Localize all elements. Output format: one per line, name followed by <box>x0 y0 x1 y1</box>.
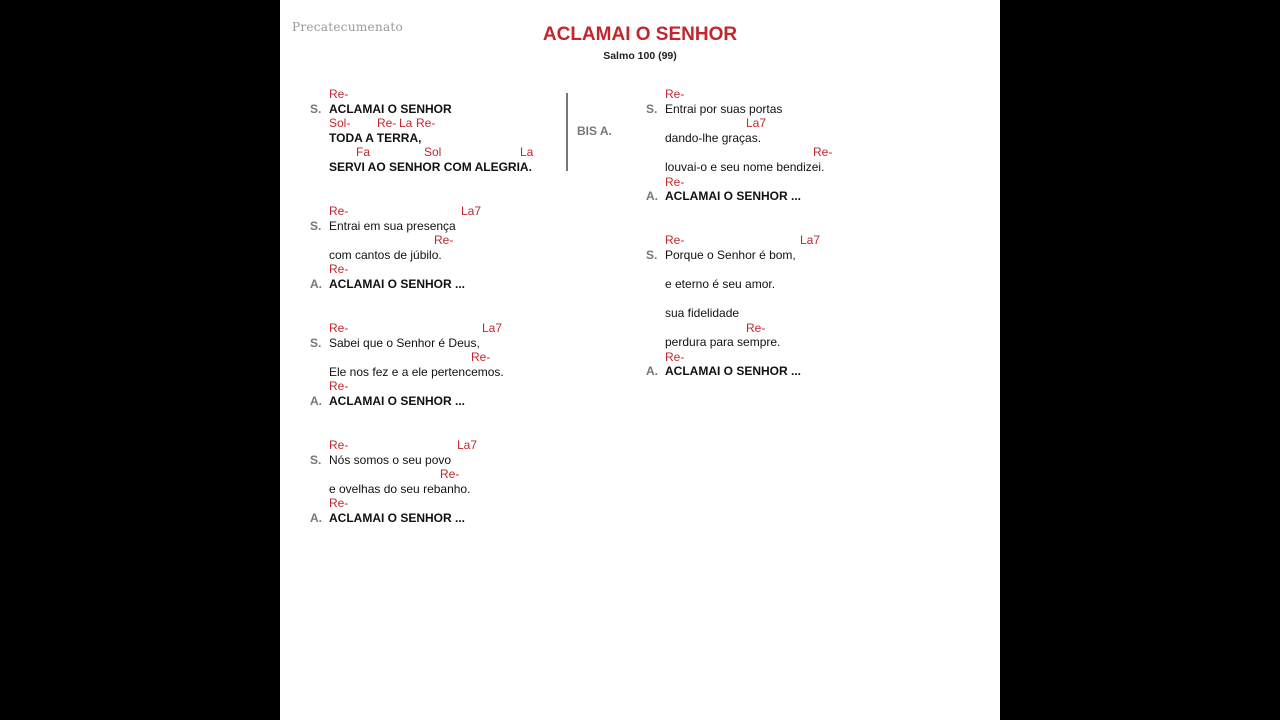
chord: Re- <box>377 116 397 131</box>
chord: Re- <box>665 233 685 247</box>
lyric-line: ACLAMAI O SENHOR ... <box>665 189 802 204</box>
lyric-line: Porque o Senhor é bom, <box>665 247 796 262</box>
chord: Sol <box>424 145 442 160</box>
lyric-line: ACLAMAI O SENHOR ... <box>665 364 802 379</box>
verse-block <box>646 233 946 379</box>
lyric-line: e eterno é seu amor. <box>665 276 776 291</box>
chord: Re- <box>329 496 349 511</box>
chord: Re- <box>665 87 685 101</box>
chord: La7 <box>461 204 482 218</box>
lyric-line: e ovelhas do seu rebanho. <box>329 481 471 496</box>
song-sheet-page <box>280 0 1000 720</box>
role-marker: A. <box>646 189 658 204</box>
role-marker: S. <box>310 452 322 467</box>
chord: Re- <box>665 174 685 189</box>
chord: La7 <box>482 321 503 335</box>
chord: Re- <box>665 349 685 364</box>
verse-block <box>310 438 580 526</box>
lyric-line: ACLAMAI O SENHOR ... <box>329 276 466 291</box>
role-marker: A. <box>310 276 322 291</box>
refrain-block <box>310 87 580 175</box>
watermark-text: Precatecumenato <box>292 20 404 34</box>
role-marker: S. <box>310 218 322 233</box>
lyric-line: ACLAMAI O SENHOR <box>329 101 452 116</box>
chord: Re- <box>440 467 460 482</box>
bis-label: BIS A. <box>577 124 612 138</box>
chord: La7 <box>457 438 478 452</box>
lyric-line: Entrai em sua presença <box>329 218 456 233</box>
song-subtitle: Salmo 100 (99) <box>603 50 677 62</box>
lyric-line: ACLAMAI O SENHOR ... <box>329 393 466 408</box>
chord: Re- <box>329 87 349 101</box>
chord: Re- <box>813 145 833 160</box>
role-marker: A. <box>646 364 658 379</box>
verse-block <box>310 204 580 292</box>
role-marker: S. <box>646 247 658 262</box>
lyric-line: SERVI AO SENHOR COM ALEGRIA. <box>329 159 532 174</box>
chord: La <box>399 116 413 131</box>
role-marker: S. <box>646 101 658 116</box>
verse-block <box>646 87 946 204</box>
lyric-line: perdura para sempre. <box>665 335 781 350</box>
chord: Sol- <box>329 116 351 131</box>
chord: Re- <box>416 116 436 131</box>
chord: Re- <box>471 350 491 365</box>
lyric-line: sua fidelidade <box>665 305 740 320</box>
lyric-line: Sabei que o Senhor é Deus, <box>329 335 480 350</box>
chord: Re- <box>329 204 349 218</box>
role-marker: S. <box>310 101 322 116</box>
chord: Re- <box>329 379 349 394</box>
chord: La7 <box>746 116 767 131</box>
lyric-line: com cantos de júbilo. <box>329 247 442 262</box>
lyric-line: Ele nos fez e a ele pertencemos. <box>329 364 504 379</box>
song-title: ACLAMAI O SENHOR <box>542 24 738 45</box>
chord: Re- <box>329 321 349 335</box>
lyric-line: louvai-o e seu nome bendizei. <box>665 159 825 174</box>
role-marker: A. <box>310 510 322 525</box>
lyric-line: Nós somos o seu povo <box>329 452 452 467</box>
chord: Re- <box>746 320 766 335</box>
lyric-line: dando-lhe graças. <box>665 130 762 145</box>
role-marker: S. <box>310 335 322 350</box>
lyric-line: Entrai por suas portas <box>665 101 783 116</box>
verse-block <box>310 321 580 409</box>
chord: La <box>520 145 534 160</box>
chord: La7 <box>800 233 821 247</box>
chord: Fa <box>356 145 371 160</box>
lyric-line: ACLAMAI O SENHOR ... <box>329 510 466 525</box>
lyric-line: TODA A TERRA, <box>329 130 422 145</box>
chord: Re- <box>329 438 349 452</box>
chord: Re- <box>329 262 349 277</box>
chord: Re- <box>434 233 454 248</box>
bis-bracket-line <box>566 93 568 171</box>
role-marker: A. <box>310 393 322 408</box>
